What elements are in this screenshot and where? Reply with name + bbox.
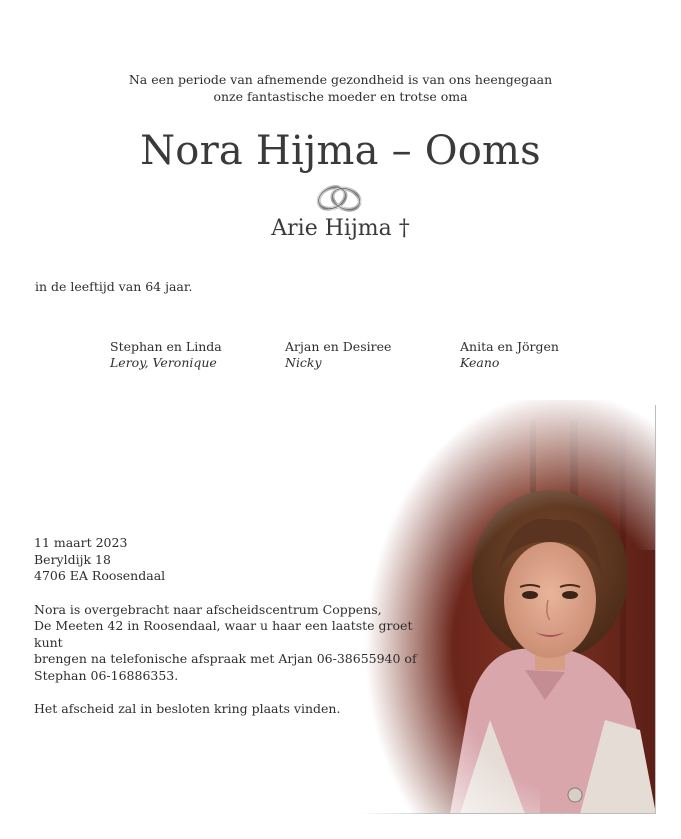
family-parents: Anita en Jörgen [460,339,559,354]
viewing-info-line-1: Nora is overgebracht naar afscheidscentrum Coppens, [34,601,382,617]
family-group-2 [285,339,391,371]
address-street: Beryldijk 18 [34,551,111,567]
age-line: in de leeftijd van 64 jaar. [35,279,193,294]
family-children: Keano [460,355,500,370]
intro-line-2: onze fantastische moeder en trotse oma [213,89,468,104]
farewell-text: Het afscheid zal in besloten kring plaats vinden. [34,701,341,716]
family-group-1 [110,339,222,371]
viewing-info [34,602,424,685]
photo-frame-bottom-edge [360,813,656,814]
intro-text [0,71,681,105]
photo-frame-right-edge [655,405,656,814]
notice-date: 11 maart 2023 [34,535,128,550]
viewing-info-line-2: De Meeten 42 in Roosendaal, waar u haar een laatste groet kunt [34,618,413,650]
intro-line-1: Na een periode van afnemende gezondheid is van ons heengegaan [128,72,553,87]
family-parents: Arjan en Desiree [285,339,392,354]
spouse-name: Arie Hijma † [271,216,410,241]
wedding-rings-icon [313,181,365,215]
deceased-name: Nora Hijma – Ooms [140,128,541,174]
family-group-3 [460,339,559,371]
viewing-info-line-3: brengen na telefonische afspraak met Arjan 06-38655940 of [34,651,417,666]
address-block [34,535,424,585]
family-children: Nicky [285,355,322,370]
viewing-info-line-4: Stephan 06-16886353. [34,667,179,683]
family-parents: Stephan en Linda [110,339,222,354]
address-city: 4706 EA Roosendaal [34,568,166,583]
details-block [34,535,424,735]
family-children: Leroy, Veronique [110,355,217,370]
